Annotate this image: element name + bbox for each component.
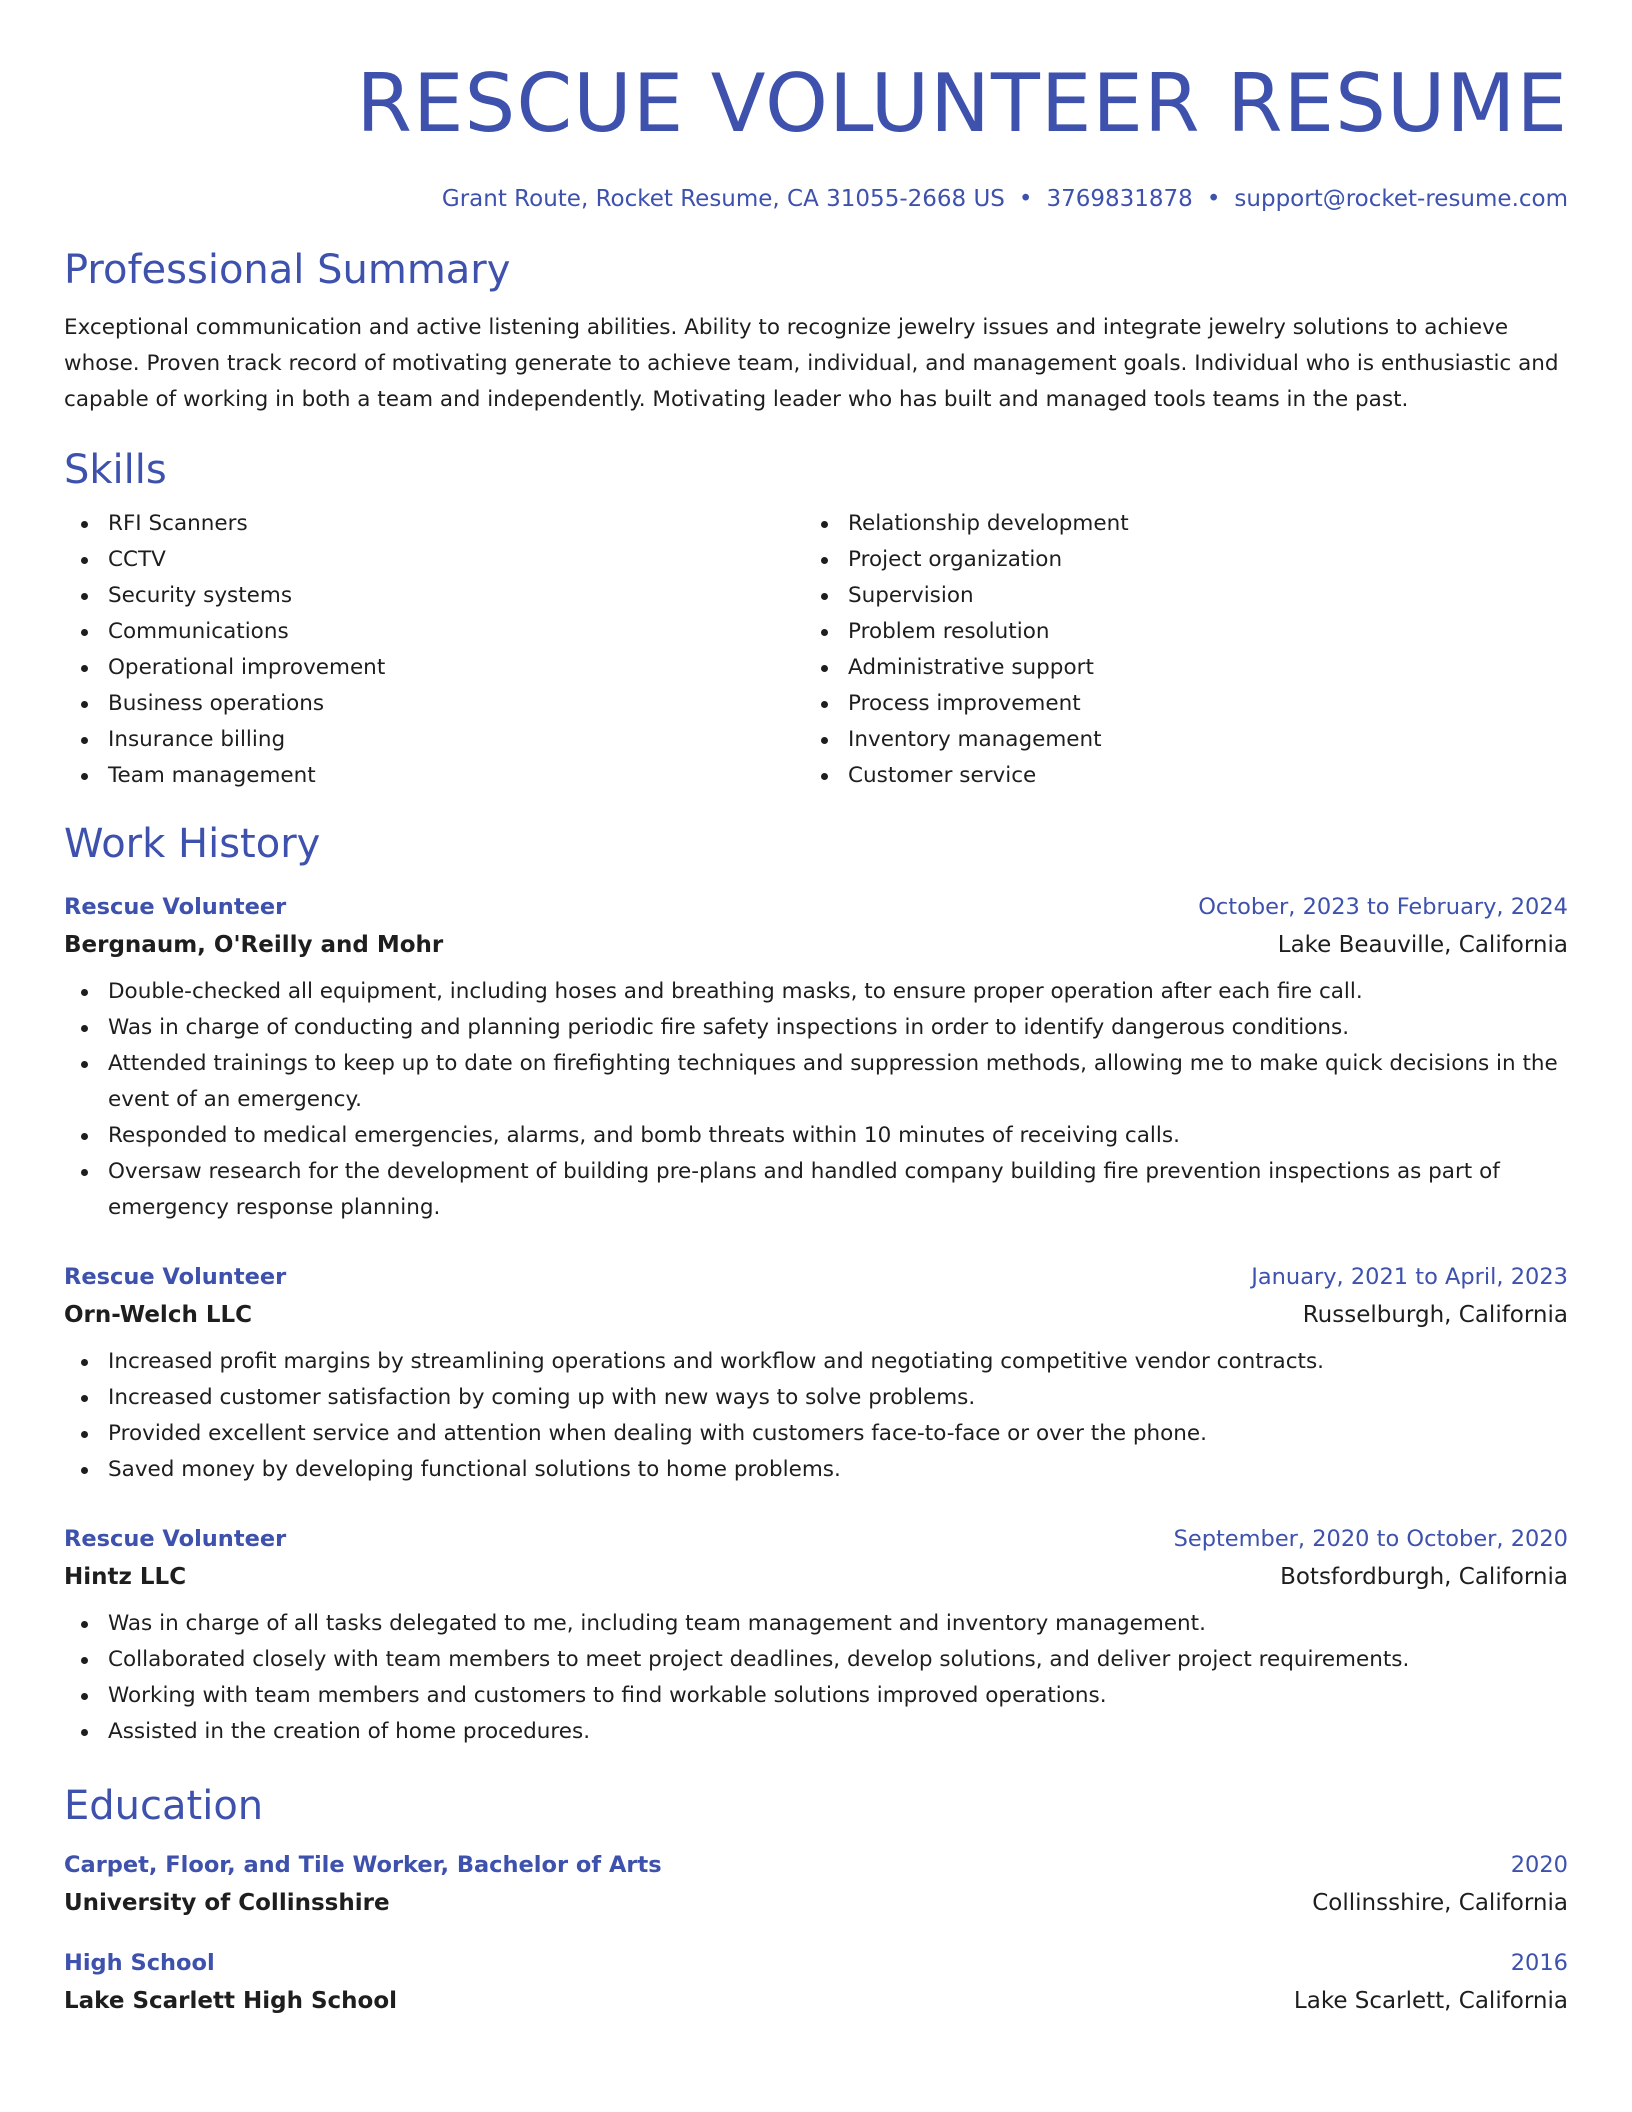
skills-list-left (64, 506, 804, 794)
education-entry (64, 1846, 1568, 1922)
skills-list-right (804, 506, 1544, 794)
contact-phone: 3769831878 (1046, 186, 1193, 212)
job-bullet: Oversaw research for the development of building pre-plans and handled company building fire prevention inspections as part of emergency response planning. (108, 1154, 1568, 1226)
job-bullet: Working with team members and customers to find workable solutions improved operations. (108, 1678, 1568, 1714)
job-bullets (64, 1606, 1568, 1750)
job-bullet: Saved money by developing functional solutions to home problems. (108, 1452, 1568, 1488)
contact-line (64, 184, 1568, 214)
education-year: 2020 (1510, 1852, 1568, 1878)
education-entry (64, 1944, 1568, 2020)
skill-item: Operational improvement (108, 650, 804, 686)
job-bullet: Responded to medical emergencies, alarms, and bomb threats within 10 minutes of receiving calls. (108, 1118, 1568, 1154)
education-degree: Carpet, Floor, and Tile Worker, Bachelor of Arts (64, 1852, 662, 1878)
skills-section (64, 444, 1568, 794)
education-school-row (64, 1982, 1568, 2020)
job-entry (64, 1258, 1568, 1488)
job-bullet: Double-checked all equipment, including hoses and breathing masks, to ensure proper operation after each fire call. (108, 974, 1568, 1010)
job-bullet: Was in charge of conducting and planning periodic fire safety inspections in order to identify dangerous conditions. (108, 1010, 1568, 1046)
job-company-row (64, 1296, 1568, 1334)
job-company: Hintz LLC (64, 1564, 187, 1590)
education-location: Lake Scarlett, California (1293, 1988, 1568, 2014)
job-bullet: Increased customer satisfaction by coming up with new ways to solve problems. (108, 1380, 1568, 1416)
job-company: Orn-Welch LLC (64, 1302, 253, 1328)
skill-item: Process improvement (848, 686, 1544, 722)
work-history-section (64, 818, 1568, 1750)
job-role: Rescue Volunteer (64, 894, 287, 920)
job-role: Rescue Volunteer (64, 1264, 287, 1290)
education-school-row (64, 1884, 1568, 1922)
skills-heading: Skills (64, 447, 167, 493)
job-header-row (64, 1258, 1568, 1296)
education-header-row (64, 1944, 1568, 1982)
job-bullets (64, 974, 1568, 1226)
skill-item: Inventory management (848, 722, 1544, 758)
job-bullet: Collaborated closely with team members to meet project deadlines, develop solutions, and deliver project requirements. (108, 1642, 1568, 1678)
education-heading: Education (64, 1783, 264, 1829)
education-degree: High School (64, 1950, 215, 1976)
job-company-row (64, 1558, 1568, 1596)
skill-item: Insurance billing (108, 722, 804, 758)
job-bullets (64, 1344, 1568, 1488)
skill-item: Team management (108, 758, 804, 794)
job-location: Botsfordburgh, California (1280, 1564, 1568, 1590)
job-bullet: Assisted in the creation of home procedures. (108, 1714, 1568, 1750)
skill-item: CCTV (108, 542, 804, 578)
skill-item: Administrative support (848, 650, 1544, 686)
job-dates: September, 2020 to October, 2020 (1173, 1526, 1568, 1552)
skill-item: Problem resolution (848, 614, 1544, 650)
job-entry (64, 1520, 1568, 1750)
skill-item: Supervision (848, 578, 1544, 614)
summary-text: Exceptional communication and active listening abilities. Ability to recognize jewelry issues and integrate jewelry solutions to achieve whose. Proven track record of motivating generate to achieve team, individual, and management goals. Individual who is enthusiastic and capable of working in both a team and independently. Motivating leader who has built and managed tools teams in the past. (64, 315, 1559, 412)
job-location: Lake Beauville, California (1277, 932, 1568, 958)
skill-item: RFI Scanners (108, 506, 804, 542)
job-company-row (64, 926, 1568, 964)
skill-item: Project organization (848, 542, 1544, 578)
skills-columns (64, 506, 1568, 794)
contact-separator: • (1206, 186, 1221, 212)
resume-header (64, 0, 1568, 214)
contact-separator: • (1018, 186, 1033, 212)
job-bullet: Attended trainings to keep up to date on firefighting techniques and suppression methods, allowing me to make quick decisions in the event of an emergency. (108, 1046, 1568, 1118)
job-header-row (64, 1520, 1568, 1558)
skill-item: Customer service (848, 758, 1544, 794)
education-location: Collinsshire, California (1312, 1890, 1568, 1916)
education-section (64, 1780, 1568, 2020)
resume-title: RESCUE VOLUNTEER RESUME (356, 57, 1568, 150)
contact-email[interactable]: support@rocket-resume.com (1234, 186, 1568, 212)
education-year: 2016 (1510, 1950, 1568, 1976)
job-dates: January, 2021 to April, 2023 (1251, 1264, 1568, 1290)
job-company: Bergnaum, O'Reilly and Mohr (64, 932, 444, 958)
job-location: Russelburgh, California (1302, 1302, 1568, 1328)
job-bullet: Was in charge of all tasks delegated to me, including team management and inventory management. (108, 1606, 1568, 1642)
job-entry (64, 888, 1568, 1226)
summary-section (64, 244, 1568, 418)
job-bullet: Increased profit margins by streamlining operations and workflow and negotiating competitive vendor contracts. (108, 1344, 1568, 1380)
skill-item: Business operations (108, 686, 804, 722)
contact-address: Grant Route, Rocket Resume, CA 31055-2668 US (441, 186, 1005, 212)
job-bullet: Provided excellent service and attention when dealing with customers face-to-face or over the phone. (108, 1416, 1568, 1452)
job-header-row (64, 888, 1568, 926)
work-history-heading: Work History (64, 821, 321, 867)
summary-heading: Professional Summary (64, 247, 511, 293)
job-dates: October, 2023 to February, 2024 (1198, 894, 1568, 920)
skill-item: Communications (108, 614, 804, 650)
skill-item: Relationship development (848, 506, 1544, 542)
education-school: University of Collinsshire (64, 1890, 390, 1916)
skill-item: Security systems (108, 578, 804, 614)
job-role: Rescue Volunteer (64, 1526, 287, 1552)
education-school: Lake Scarlett High School (64, 1988, 398, 2014)
education-header-row (64, 1846, 1568, 1884)
